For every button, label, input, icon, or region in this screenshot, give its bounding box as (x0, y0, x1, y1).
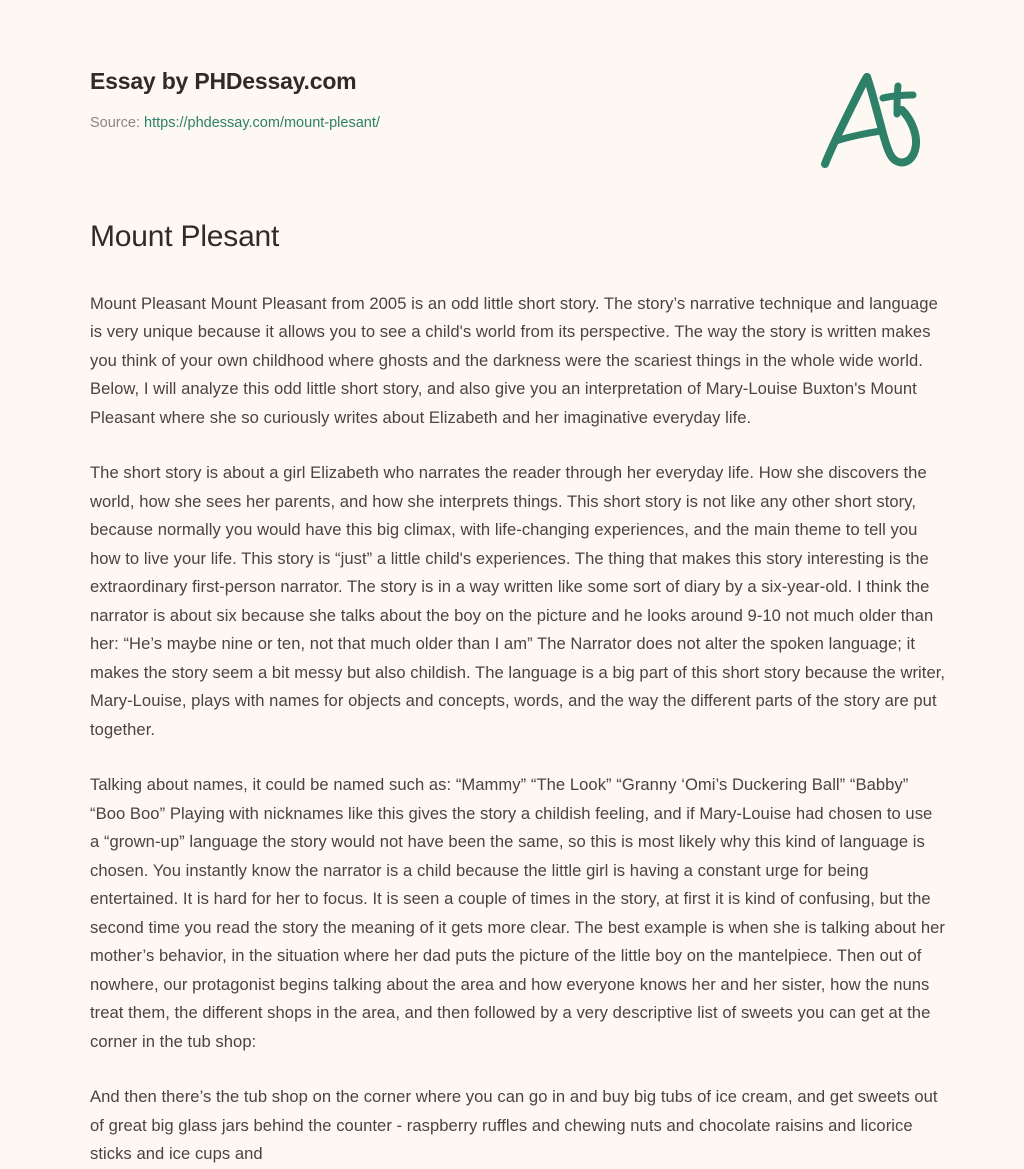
paragraph: The short story is about a girl Elizabeth who narrates the reader through her everyday life. How she discovers the world, how she sees her parents, and how she interprets things. This short story is not like any other short story, because normally you would have this big climax, with life-changing experiences, and the main theme to tell you how to live your life. This story is “just” a little child's experiences. The thing that makes this story interesting is the extraordinary first-person narrator. The story is in a way written like some sort of diary by a six-year-old. I think the narrator is about six because she talks about the boy on the picture and he looks around 9-10 not much older than her: “He’s maybe nine or ten, not that much older than I am” The Narrator does not alter the spoken language; it makes the story seem a bit messy but also childish. The language is a big part of this short story because the writer, Mary-Louise, plays with names for objects and concepts, words, and the way the different parts of the story are put together. (90, 463, 946, 739)
brand-title: Essay by PHDessay.com (90, 68, 357, 94)
page-header (0, 0, 1024, 190)
brand-block (90, 68, 380, 132)
paragraph: Mount Pleasant Mount Pleasant from 2005 is an odd little short story. The story’s narrative technique and language is very unique because it allows you to see a child's world from its perspective. The way the story is written makes you think of your own childhood where ghosts and the darkness were the scariest things in the whole wide world. Below, I will analyze this odd little short story, and also give you an interpretation of Mary-Louise Buxton's Mount Pleasant where she so curiously writes about Elizabeth and her imaginative everyday life. (90, 293, 938, 427)
source-label: Source: (90, 114, 140, 131)
a-plus-logo (812, 64, 930, 174)
article-body (90, 218, 946, 1169)
source-url-link[interactable]: https://phdessay.com/mount-plesant/ (144, 114, 380, 131)
a-plus-logo-icon (812, 64, 930, 174)
paragraph: And then there’s the tub shop on the corner where you can go in and buy big tubs of ice cream, and get sweets out of great big glass jars behind the counter - raspberry ruffles and chewing nuts and chocolate raisins and licorice sticks and ice cups and (90, 1087, 938, 1163)
source-line (90, 114, 380, 133)
page-title: Mount Plesant (90, 220, 280, 253)
paragraph: Talking about names, it could be named such as: “Mammy” “The Look” “Granny ‘Omi’s Duckering Ball” “Babby” “Boo Boo” Playing with nicknames like this gives the story a childish feeling, and if Mary-Louise had chosen to use a “grown-up” language the story would not have been the same, so this is most likely why this kind of language is chosen. You instantly know the narrator is a child because the little girl is having a constant urge for being entertained. It is hard for her to focus. It is seen a couple of times in the story, at first it is kind of confusing, but the second time you read the story the meaning of it gets more clear. The best example is when she is talking about her mother’s behavior, in the situation where her dad puts the picture of the little boy on the mantelpiece. Then out of nowhere, our protagonist begins talking about the area and how everyone knows her and her sister, how the nuns treat them, the different shops in the area, and then followed by a very descriptive list of sweets you can get at the corner in the tub shop: (90, 775, 945, 1051)
